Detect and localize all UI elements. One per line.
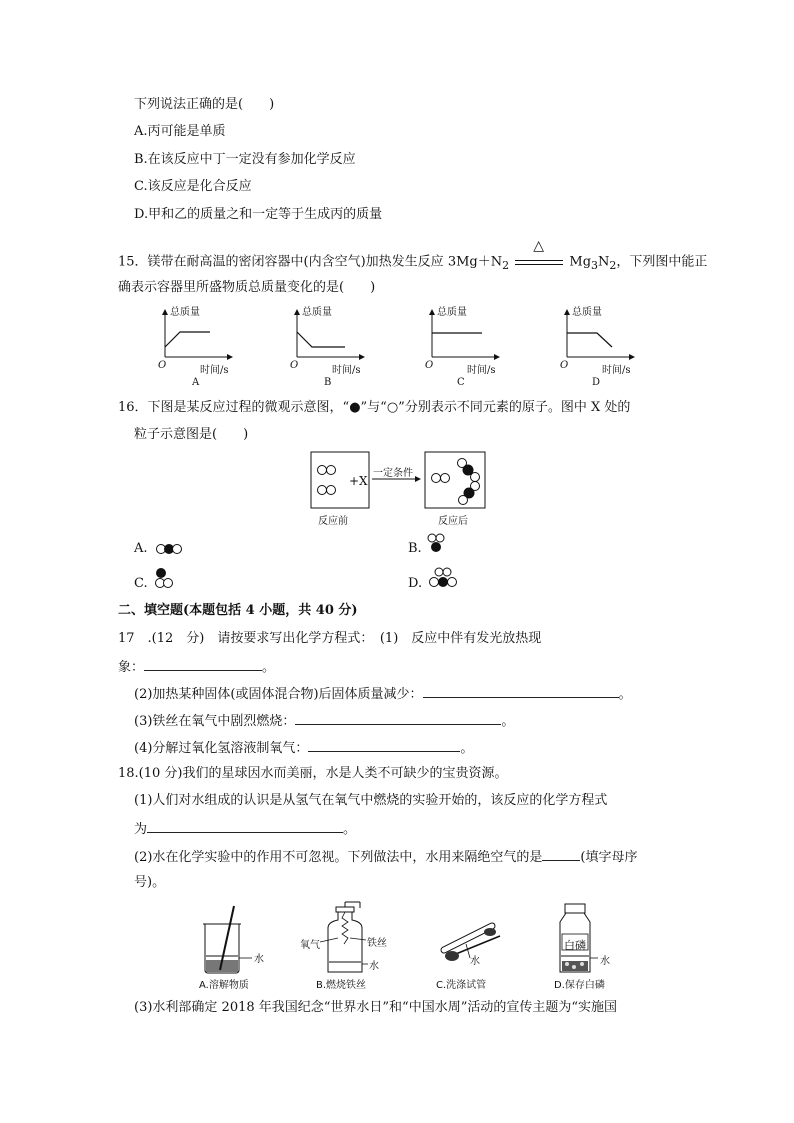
figure-d-caption: D.保存白磷 — [554, 980, 605, 991]
figure-b-caption: B.燃烧铁丝 — [316, 980, 367, 991]
graph-b-xlabel: 时间/s — [332, 365, 361, 376]
q16-condition: 一定条件 — [373, 468, 413, 479]
q18-sub1-line2 — [134, 820, 356, 838]
figure-a-water: 水 — [254, 954, 264, 965]
q18-sub1-line1: (1)人们对水组成的认识是从氢气在氧气中燃烧的实验开始的，该反应的化学方程式 — [134, 793, 608, 808]
q17-line1: 17 .(12 分) 请按要求写出化学方程式： (1) 反应中伴有发光放热现 — [118, 631, 542, 646]
graph-d-xlabel: 时间/s — [602, 365, 631, 376]
graph-d-origin: O — [560, 360, 569, 371]
q15-line2: 确表示容器里所盛物质总质量变化的是( ) — [118, 280, 376, 295]
q16-reaction-diagram — [0, 448, 794, 528]
q14-option-a: A.丙可能是单质 — [134, 124, 226, 139]
graph-c-ylabel: 总质量 — [437, 307, 467, 318]
q15-product-sub1: 3 — [591, 259, 599, 273]
q17-line2-text: 象： — [118, 660, 145, 675]
q18-sub2-line2: 号)。 — [134, 875, 166, 890]
q15-heat-sign: △ — [533, 238, 545, 254]
q16-option-c — [134, 576, 148, 592]
q17-end-4: 。 — [460, 741, 474, 756]
q17-blank-1[interactable] — [144, 658, 262, 671]
q18-experiment-figures — [0, 898, 794, 978]
q17-item4 — [134, 739, 473, 757]
graph-c-origin: O — [425, 360, 434, 371]
iron-burning-figure — [320, 902, 368, 972]
q14-stem: 下列说法正确的是( ) — [134, 97, 275, 112]
q16-option-d-label: D. — [408, 576, 423, 591]
q15-product: Mg — [569, 254, 592, 270]
figure-d-water: 水 — [600, 956, 610, 967]
q15-line1 — [118, 238, 708, 274]
q18-blank-1[interactable] — [147, 820, 343, 833]
q17-blank-2[interactable] — [423, 685, 619, 698]
graph-d-ylabel: 总质量 — [572, 307, 602, 318]
q14-option-b: B.在该反应中丁一定没有参加化学反应 — [134, 152, 356, 167]
q18-sub2-line1 — [134, 848, 638, 866]
graph-c-xlabel: 时间/s — [467, 365, 496, 376]
q15-equal-sign — [515, 260, 563, 265]
q16-before-label: 反应前 — [318, 516, 348, 527]
q14-option-d: D.甲和乙的质量之和一定等于生成丙的质量 — [134, 207, 383, 222]
q17-blank-3[interactable] — [295, 712, 501, 725]
section-2-title: 二、填空题(本题包括 4 小题，共 40 分) — [118, 603, 358, 618]
q18-stem: 18.(10 分)我们的星球因水而美丽，水是人类不可缺少的宝贵资源。 — [118, 766, 508, 781]
q16-option-a-molecule — [154, 541, 194, 557]
q16-option-d-molecule — [427, 566, 461, 590]
graph-a-origin: O — [158, 360, 167, 371]
figure-b-iron: 铁丝 — [367, 938, 387, 949]
q16-option-b — [408, 541, 422, 557]
q17-item3 — [134, 712, 514, 730]
figure-d-label: 白磷 — [564, 939, 586, 952]
q15-text-a: 15．镁带在耐高温的密闭容器中(内含空气)加热发生反应 3Mg＋N — [118, 254, 503, 270]
q16-plus-x: +X — [349, 474, 368, 488]
figure-c-caption: C.洗涤试管 — [436, 980, 487, 991]
q16-after-label: 反应后 — [438, 516, 468, 527]
q17-end-2: 。 — [618, 687, 632, 702]
q16-line2: 粒子示意图是( ) — [134, 427, 249, 442]
graph-a-ylabel: 总质量 — [170, 307, 200, 318]
q16-line1: 16．下图是某反应过程的微观示意图，“●”与“○”分别表示不同元素的原子。图中 X 处的 — [118, 400, 631, 415]
q18-sub1-line2-text: 为 — [134, 822, 148, 837]
q15-arrow — [513, 238, 565, 270]
graph-b-ylabel: 总质量 — [302, 307, 332, 318]
figure-b-oxygen: 氧气 — [300, 940, 320, 951]
q15-sub: 2 — [502, 259, 510, 273]
q18-end-1: 。 — [343, 822, 357, 837]
graph-b-origin: O — [290, 360, 299, 371]
q16-option-d — [408, 576, 422, 592]
graph-b-letter: B — [324, 377, 332, 388]
q17-item2 — [134, 685, 632, 703]
q16-option-a — [134, 541, 148, 557]
graph-c-letter: C — [457, 377, 465, 388]
graph-d-letter: D — [592, 377, 601, 388]
q16-option-c-label: C. — [134, 576, 148, 591]
graph-a-letter: A — [192, 377, 200, 388]
q16-option-c-molecule — [152, 567, 176, 589]
q15-text-b: ，下列图中能正 — [616, 254, 708, 270]
q15-product-sub2: 2 — [609, 259, 617, 273]
q15-product-n: N — [598, 254, 610, 270]
q17-item4-text: (4)分解过氧化氢溶液制氧气： — [134, 741, 309, 756]
q17-item2-text: (2)加热某种固体(或固体混合物)后固体质量减少： — [134, 687, 423, 702]
q18-sub2-tail: (填字母序 — [580, 850, 638, 865]
q16-option-a-label: A. — [134, 541, 148, 556]
figure-a-caption: A.溶解物质 — [199, 980, 249, 991]
graph-a-xlabel: 时间/s — [200, 365, 229, 376]
q16-option-b-label: B. — [408, 541, 422, 556]
q18-sub2-line1-text: (2)水在化学实验中的作用不可忽视。下列做法中，水用来隔绝空气的是 — [134, 850, 543, 865]
q15-graphs — [0, 302, 794, 392]
q17-line2 — [118, 658, 275, 676]
figure-c-water: 水 — [470, 956, 480, 967]
beaker-figure — [203, 906, 252, 973]
q18-sub3-line1: (3)水利部确定 2018 年我国纪念“世界水日”和“中国水周”活动的宣传主题为“实施国 — [134, 1000, 617, 1015]
q17-end-3: 。 — [501, 714, 515, 729]
q17-end-1: 。 — [262, 660, 276, 675]
q14-option-c: C.该反应是化合反应 — [134, 179, 252, 194]
figure-b-water: 水 — [369, 961, 379, 972]
q17-item3-text: (3)铁丝在氧气中剧烈燃烧： — [134, 714, 296, 729]
q17-blank-4[interactable] — [308, 739, 460, 752]
q16-option-b-molecule — [425, 532, 449, 554]
q18-blank-2[interactable] — [542, 848, 580, 861]
